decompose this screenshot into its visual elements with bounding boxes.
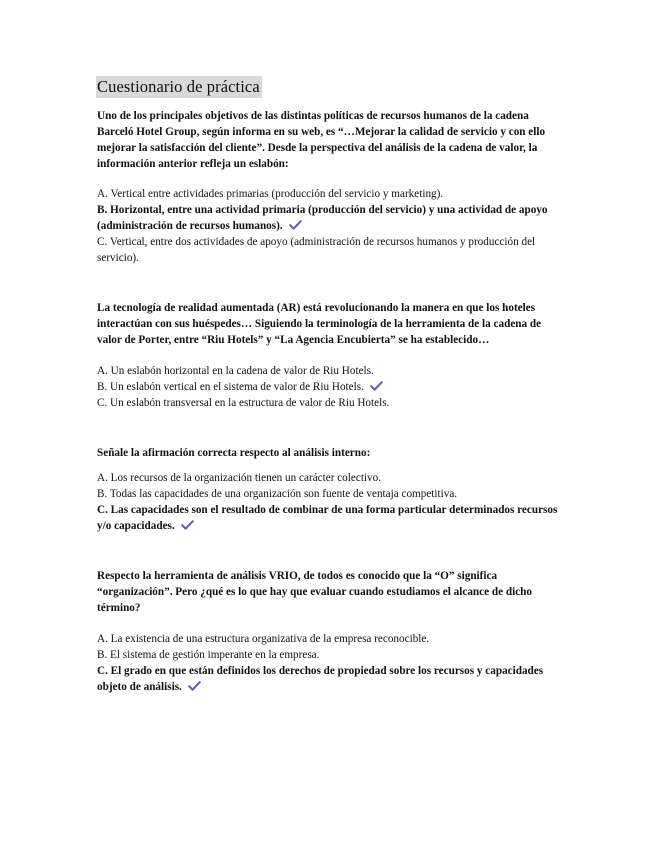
option-text: C. El grado en que están definidos los derechos de propiedad sobre los recursos y capacidades objeto de análisis.	[97, 665, 544, 693]
question-4-option-b	[97, 647, 572, 663]
question-1-option-c	[97, 234, 572, 266]
question-3-option-b	[97, 486, 572, 502]
option-text: A. Un eslabón horizontal en la cadena de valor de Riu Hotels.	[97, 365, 374, 377]
question-4-text: Respecto la herramienta de análisis VRIO, de todos es conocido que la “O” significa “organización”. Pero ¿qué es lo que hay que evaluar cuando estudiamos el alcance de dicho término?	[97, 570, 532, 614]
page-title: Cuestionario de práctica	[97, 77, 260, 96]
option-text: A. Vertical entre actividades primarias (producción del servicio y marketing).	[97, 188, 444, 200]
question-1-options	[97, 186, 572, 266]
check-icon	[181, 520, 194, 530]
check-icon	[289, 220, 302, 230]
option-text: B. Horizontal, entre una actividad primaria (producción del servicio) y una actividad de apoyo (administración de recursos humanos).	[97, 204, 548, 232]
check-icon	[370, 381, 383, 391]
question-3-text: Señale la afirmación correcta respecto al análisis interno:	[97, 447, 371, 459]
question-1-option-a	[97, 186, 572, 202]
question-2-option-b	[97, 379, 572, 395]
option-text: B. El sistema de gestión imperante en la empresa.	[97, 649, 320, 661]
option-text: C. Las capacidades son el resultado de combinar de una forma particular determinados recursos y/o capacidades.	[97, 504, 558, 532]
question-3-options	[97, 470, 572, 534]
option-text: A. Los recursos de la organización tienen un carácter colectivo.	[97, 472, 382, 484]
option-text: A. La existencia de una estructura organizativa de la empresa reconocible.	[97, 633, 430, 645]
question-1-option-b	[97, 202, 572, 234]
question-2-option-a	[97, 363, 572, 379]
question-2-text: La tecnología de realidad aumentada (AR) está revolucionando la manera en que los hoteles interactúan con sus huéspedes… Siguiendo la terminología de la herramienta de la cadena de valor de Porter, entre “Riu Hotels” y “La Agencia Encubierta” se ha establecido…	[97, 302, 542, 346]
check-icon	[188, 681, 201, 691]
question-2-options	[97, 363, 572, 411]
question-4-options	[97, 631, 572, 695]
option-text: C. Un eslabón transversal en la estructura de valor de Riu Hotels.	[97, 397, 390, 409]
option-text: C. Vertical, entre dos actividades de apoyo (administración de recursos humanos y producción del servicio).	[97, 236, 536, 264]
question-4-option-c	[97, 663, 572, 695]
question-1-text: Uno de los principales objetivos de las distintas políticas de recursos humanos de la cadena Barceló Hotel Group, según informa en su web, es “…Mejorar la calidad de servicio y con ello mejorar la satisfacción del cliente”. Desde la perspectiva del análisis de la cadena de valor, la información anterior refleja un eslabón:	[97, 110, 546, 170]
question-2-option-c	[97, 395, 572, 411]
option-text: B. Todas las capacidades de una organización son fuente de ventaja competitiva.	[97, 488, 458, 500]
question-4-option-a	[97, 631, 572, 647]
question-3-option-c	[97, 502, 572, 534]
question-3-option-a	[97, 470, 572, 486]
option-text: B. Un eslabón vertical en el sistema de valor de Riu Hotels.	[97, 381, 364, 393]
